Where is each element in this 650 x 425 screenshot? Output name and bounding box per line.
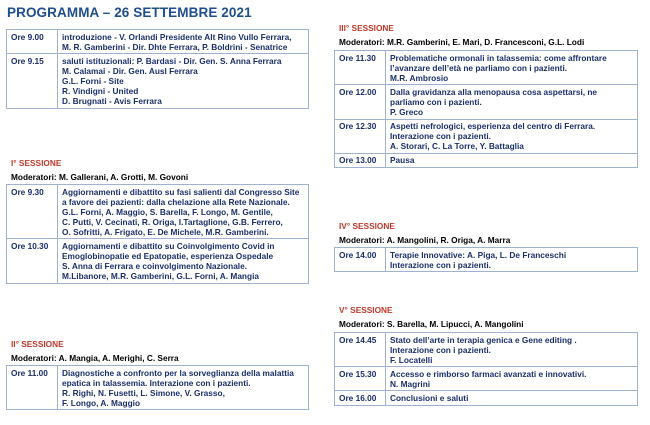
schedule-time: Ore 14.45 (335, 333, 386, 367)
schedule-line: M. Calamai - Dir. Gen. Ausl Ferrara (62, 65, 198, 76)
schedule-line: l’avanzare dell’età ne parliamo con i pazienti. (390, 62, 568, 73)
schedule-description (58, 185, 309, 239)
session-3-title: III° SESSIONE (339, 23, 394, 33)
schedule-line: Dalla gravidanza alla menopausa cosa aspettarsi, ne (390, 86, 598, 97)
schedule-line: P. Greco (390, 106, 424, 117)
schedule-description (386, 333, 638, 367)
schedule-row (335, 367, 638, 391)
schedule-line: M.R. Ambrosio (390, 72, 449, 83)
schedule-line: Interazione con i pazienti. (390, 131, 491, 142)
schedule-line: S. Anna di Ferrara e coinvolgimento Nazionale. (62, 261, 248, 272)
schedule-line: N. Magrini (390, 378, 431, 389)
schedule-line: Aggiornamenti e dibattito su fasi salienti dal Congresso Site (62, 186, 300, 197)
schedule-line: Emoglobinopatie ed Epatopatie, esperienza Ospedale (62, 251, 274, 262)
session-3-table (334, 50, 638, 168)
schedule-line: A. Storari, C. La Torre, Y. Battaglia (390, 141, 524, 152)
schedule-row (7, 239, 309, 283)
schedule-line: R. Vindigni - United (62, 85, 139, 96)
schedule-time: Ore 10.30 (7, 239, 58, 283)
schedule-line: O. Sofritti, A. Frigato, E. De Michele, M.R. Gamberini. (62, 226, 269, 237)
schedule-row (335, 85, 638, 119)
schedule-line: C. Putti, V. Cecinati, R. Origa, I.Tartaglione, G.B. Ferrero, (62, 216, 283, 227)
session-4-moderators: Moderatori: A. Mangolini, R. Origa, A. Marra (339, 235, 511, 245)
schedule-description (386, 248, 638, 272)
schedule-time: Ore 9.30 (7, 185, 58, 239)
session-1-title: I° SESSIONE (11, 158, 62, 168)
schedule-row (7, 185, 309, 239)
schedule-time: Ore 14.00 (335, 248, 386, 272)
schedule-row (335, 119, 638, 153)
session-2-moderators: Moderatori: A. Mangia, A. Merighi, C. Serra (11, 353, 179, 363)
schedule-row (335, 153, 638, 167)
session-1-table (6, 184, 309, 284)
schedule-line: Diagnostiche a confronto per la sorveglianza della malattia (62, 367, 294, 378)
schedule-row (335, 51, 638, 85)
schedule-line: parliamo con i pazienti. (390, 96, 482, 107)
schedule-line: Interazione con i pazienti. (390, 259, 491, 270)
schedule-time: Ore 12.30 (335, 119, 386, 153)
session-5-title: V° SESSIONE (339, 305, 393, 315)
opening-schedule-table (6, 29, 309, 109)
schedule-description (386, 51, 638, 85)
schedule-line: R. Righi, N. Fusetti, L. Simone, V. Grasso, (62, 387, 225, 398)
schedule-line: Problematiche ormonali in talassemia: come affrontare (390, 52, 607, 63)
schedule-row (335, 391, 638, 405)
schedule-description (386, 153, 638, 167)
schedule-time: Ore 12.00 (335, 85, 386, 119)
schedule-description (58, 30, 309, 54)
session-2-table (6, 365, 309, 410)
schedule-time: Ore 13.00 (335, 153, 386, 167)
schedule-line: introduzione - V. Orlandi Presidente Alt Rino Vullo Ferrara, (62, 31, 292, 42)
schedule-row (7, 30, 309, 54)
session-4-title: IV° SESSIONE (339, 221, 395, 231)
session-1-moderators: Moderatori: M. Gallerani, A. Grotti, M. Govoni (11, 172, 189, 182)
session-5-table (334, 332, 638, 406)
schedule-description (386, 367, 638, 391)
session-5-moderators: Moderatori: S. Barella, M. Lipucci, A. Mangolini (339, 319, 524, 329)
schedule-time: Ore 9.15 (7, 54, 58, 108)
schedule-time: Ore 16.00 (335, 391, 386, 405)
schedule-description (58, 239, 309, 283)
schedule-line: epatica in talassemia. Interazione con i pazienti. (62, 377, 251, 388)
schedule-line: Stato dell’arte in terapia genica e Gene editing . (390, 334, 577, 345)
schedule-time: Ore 11.30 (335, 51, 386, 85)
schedule-time: Ore 11.00 (7, 366, 58, 410)
schedule-line: saluti istituzionali: P. Bardasi - Dir. Gen. S. Anna Ferrara (62, 55, 282, 66)
schedule-time: Ore 9.00 (7, 30, 58, 54)
schedule-line: Aspetti nefrologici, esperienza del centro di Ferrara. (390, 121, 596, 132)
schedule-line: M. R. Gamberini - Dir. Dhte Ferrara, P. Boldrini - Senatrice (62, 41, 288, 52)
schedule-line: F. Locatelli (390, 354, 433, 365)
schedule-line: a favore dei pazienti: dalla chelazione alla Rete Nazionale. (62, 196, 290, 207)
session-2-title: II° SESSIONE (11, 339, 64, 349)
schedule-line: D. Brugnati - Avis Ferrara (62, 96, 162, 107)
schedule-line: Accesso e rimborso farmaci avanzati e innovativi. (390, 368, 587, 379)
schedule-time: Ore 15.30 (335, 367, 386, 391)
schedule-row (335, 333, 638, 367)
schedule-line: Interazione con i pazienti. (390, 344, 491, 355)
schedule-description (386, 85, 638, 119)
schedule-line: Aggiornamenti e dibattito su Coinvolgimento Covid in (62, 240, 275, 251)
schedule-description (58, 54, 309, 108)
schedule-description (386, 119, 638, 153)
page-title: PROGRAMMA – 26 SETTEMBRE 2021 (7, 5, 252, 20)
schedule-line: M.Libanore, M.R. Gamberini, G.L. Forni, A. Mangia (62, 271, 259, 282)
schedule-description (386, 391, 638, 405)
schedule-line: F. Longo, A. Maggio (62, 397, 141, 408)
schedule-row (7, 366, 309, 410)
schedule-line: G.L. Forni - Site (62, 75, 124, 86)
schedule-line: Conclusioni e saluti (390, 392, 469, 403)
schedule-line: Pausa (390, 155, 415, 166)
schedule-line: Terapie Innovative: A. Piga, L. De Franceschi (390, 249, 567, 260)
session-4-table (334, 247, 638, 272)
schedule-row (7, 54, 309, 108)
session-3-moderators: Moderatori: M.R. Gamberini, E. Mari, D. Francesconi, G.L. Lodi (339, 37, 585, 47)
schedule-row (335, 248, 638, 272)
schedule-description (58, 366, 309, 410)
schedule-line: G.L. Forni, A. Maggio, S. Barella, F. Longo, M. Gentile, (62, 206, 273, 217)
